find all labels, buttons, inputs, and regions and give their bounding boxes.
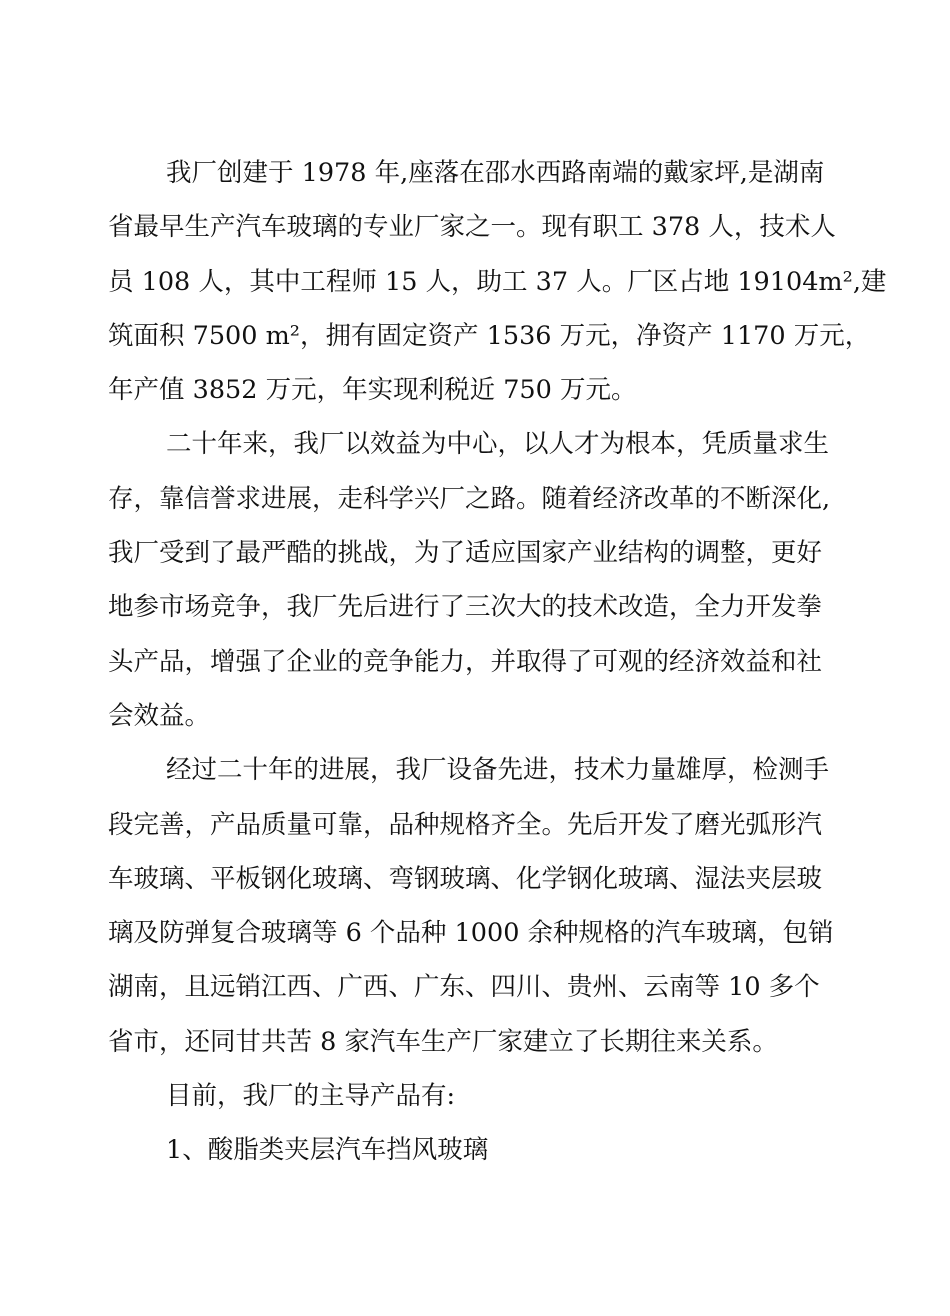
text-line: 省最早生产汽车玻璃的专业厂家之一。现有职工 378 人，技术人 [108,212,836,243]
text-line: 璃及防弹复合玻璃等 6 个品种 1000 余种规格的汽车玻璃，包销 [108,918,834,949]
document-body [108,146,888,1178]
text-line: 员 108 人，其中工程师 15 人，助工 37 人。厂区占地 19104m²,建 [108,266,887,297]
text-line: 目前，我厂的主导产品有: [166,1081,456,1112]
text-line: 段完善，产品质量可靠，品种规格齐全。先后开发了磨光弧形汽 [108,809,823,840]
text-line: 地参市场竞争，我厂先后进行了三次大的技术改造，全力开发拳 [108,592,823,623]
text-line: 我厂创建于 1978 年,座落在邵水西路南端的戴家坪,是湖南 [166,158,825,188]
text-line: 我厂受到了最严酷的挑战，为了适应国家产业结构的调整，更好 [108,538,823,569]
text-line: 车玻璃、平板钢化玻璃、弯钢玻璃、化学钢化玻璃、湿法夹层玻 [108,863,823,894]
text-line: 存，靠信誉求进展，走科学兴厂之路。随着经济改革的不断深化, [108,483,831,514]
text-line: 经过二十年的进展，我厂设备先进，技术力量雄厚，检测手 [166,755,830,786]
text-line: 二十年来，我厂以效益为中心，以人才为根本，凭质量求生 [166,429,830,460]
text-line: 1、酸脂类夹层汽车挡风玻璃 [166,1135,489,1166]
text-line: 会效益。 [108,700,211,731]
text-line: 头产品，增强了企业的竞争能力，并取得了可观的经济效益和社 [108,646,823,677]
text-line: 年产值 3852 万元，年实现利税近 750 万元。 [108,375,637,406]
text-line: 省市，还同甘共苦 8 家汽车生产厂家建立了长期往来关系。 [108,1026,778,1057]
text-line: 筑面积 7500 m²，拥有固定资产 1536 万元，净资产 1170 万元， [108,320,871,351]
text-line: 湖南，且远销江西、广西、广东、四川、贵州、云南等 10 多个 [108,972,820,1003]
